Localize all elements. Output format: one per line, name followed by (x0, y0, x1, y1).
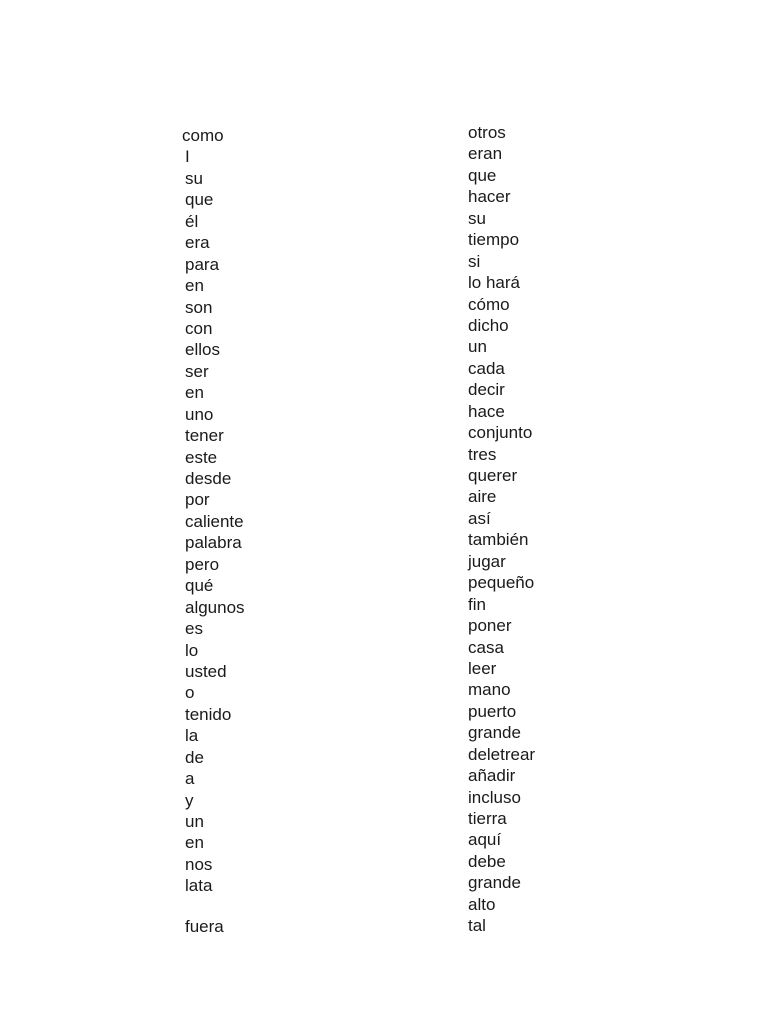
word-item: que (185, 190, 214, 210)
word-item: tiempo (468, 230, 520, 250)
word-item: por (185, 490, 210, 510)
word-item: eran (468, 144, 503, 164)
word-item: aire (468, 487, 497, 507)
word-item: su (468, 208, 486, 228)
word-item: alto (468, 894, 496, 914)
word-item: tres (468, 444, 497, 464)
word-item: a (185, 769, 195, 789)
word-item: como (182, 126, 224, 145)
word-item: en (185, 383, 204, 403)
word-item: así (468, 508, 491, 528)
word-item: grande (468, 723, 521, 743)
word-item: también (468, 530, 529, 550)
word-item: decir (468, 380, 505, 400)
word-item: otros (468, 123, 506, 142)
word-item: pequeño (468, 573, 535, 593)
word-item: un (185, 812, 204, 831)
word-item: en (185, 833, 204, 853)
word-item: tal (468, 916, 486, 936)
word-item: hacer (468, 187, 511, 207)
word-item: conjunto (468, 423, 533, 443)
word-item: con (185, 318, 213, 338)
word-item: cómo (468, 294, 510, 314)
word-item: puerto (468, 701, 517, 721)
word-item: pero (185, 554, 220, 574)
word-item: ellos (185, 340, 220, 360)
word-item: qué (185, 576, 214, 596)
word-item: este (185, 447, 218, 467)
word-item: son (185, 297, 213, 317)
word-item: de (185, 747, 204, 767)
word-item: era (185, 233, 210, 253)
word-item: su (185, 168, 203, 188)
word-item: ser (185, 361, 209, 381)
word-item: mano (468, 680, 511, 700)
word-item: tierra (468, 809, 507, 828)
word-item: aquí (468, 830, 502, 850)
word-item: y (185, 790, 194, 810)
word-item: él (185, 211, 199, 231)
word-item: lo (185, 640, 199, 660)
word-item: usted (185, 661, 227, 681)
word-item: dicho (468, 315, 509, 335)
word-item: si (468, 251, 481, 271)
word-item: tener (185, 426, 224, 446)
left-word-column (182, 125, 245, 937)
word-item: es (185, 619, 203, 639)
word-item: algunos (185, 597, 245, 617)
word-item: palabra (185, 533, 242, 553)
word-item: debe (468, 851, 506, 871)
word-item: hace (468, 401, 505, 421)
word-item: cada (468, 358, 505, 378)
word-item: un (468, 337, 487, 357)
word-item: deletrear (468, 744, 536, 764)
word-item: que (468, 165, 497, 185)
word-item: querer (468, 466, 518, 485)
word-item: desde (185, 469, 232, 488)
word-item: fin (468, 594, 486, 614)
word-item: nos (185, 854, 213, 874)
word-item: lo hará (468, 273, 520, 293)
word-item: la (185, 726, 199, 746)
word-item: I (185, 147, 190, 167)
word-item: uno (185, 404, 214, 424)
word-item: en (185, 276, 204, 296)
word-item: lata (185, 876, 213, 896)
word-item: o (185, 683, 195, 703)
word-item: para (185, 254, 220, 274)
right-word-column (468, 122, 535, 937)
word-item: casa (468, 637, 504, 657)
word-item: añadir (468, 766, 516, 786)
word-item: incluso (468, 787, 521, 807)
word-item: caliente (185, 511, 244, 531)
word-item: jugar (468, 551, 506, 571)
word-item: fuera (185, 916, 224, 936)
word-item: poner (468, 616, 512, 636)
word-item: grande (468, 873, 521, 893)
word-item: tenido (185, 704, 232, 724)
word-item: leer (468, 658, 497, 678)
